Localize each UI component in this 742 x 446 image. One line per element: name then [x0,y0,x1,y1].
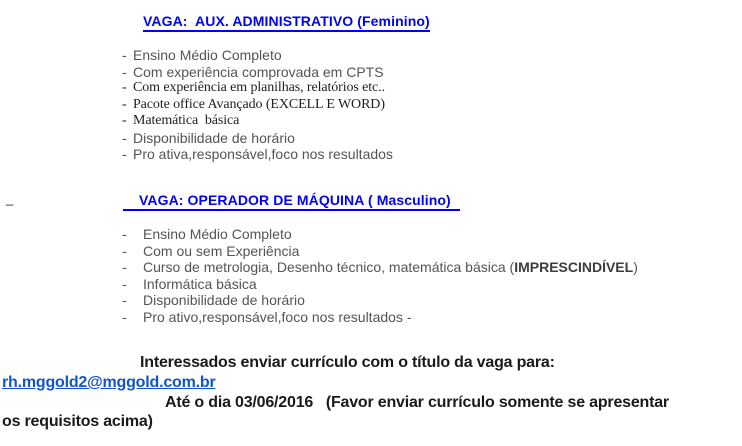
item-text: Com experiência em planilhas, relatórios etc.. [133,80,385,95]
item-text: Disponibilidade de horário [133,129,295,146]
item-dash: - [122,47,127,63]
list-item [122,226,638,243]
vacancy-2-title: VAGA: OPERADOR DE MÁQUINA ( Masculino) [123,192,460,211]
item-dash: - [122,308,127,325]
list-item [122,130,393,147]
item-text: Pro ativa,responsável,foco nos resultados [133,146,393,162]
item-text [143,259,638,276]
vacancy-1-title-row [143,13,430,32]
item-text: Informática básica [143,275,257,292]
item-text: Com ou sem Experiência [143,242,300,259]
item-dash: - [122,63,127,80]
email-link[interactable]: rh.mggold2@mggold.com.br [2,374,216,391]
list-item [122,259,638,276]
vacancy-2-requirements-list [122,226,638,325]
list-item [122,146,393,163]
list-item [122,113,393,130]
list-item [122,309,638,326]
item-dash: - [122,80,127,95]
list-item [122,276,638,293]
item-dash: - [122,113,127,128]
list-item [122,292,638,309]
deadline-continued-line: os requisitos acima) [2,413,153,430]
list-item [122,97,393,114]
item-dash: - [122,292,127,308]
item-dash: - [122,275,127,292]
item-dash: - [122,129,127,146]
item-text: Pacote office Avançado (EXCELL E WORD) [133,96,385,112]
item-text: Disponibilidade de horário [143,292,305,308]
item-text: Ensino Médio Completo [133,47,282,63]
item-dash: - [122,259,127,275]
list-item [122,64,393,81]
list-item [122,80,393,97]
list-item [122,243,638,260]
item-text: Matemática básica [133,113,240,128]
vacancy-2-title-row [123,192,460,211]
item-dash: - [122,96,127,112]
item-dash: - [122,242,127,259]
deadline-line: Até o dia 03/06/2016 (Favor enviar currículo somente se apresentar [165,394,669,411]
item-dash: - [122,226,127,242]
item-text: Pro ativo,responsável,foco nos resultados - [143,308,412,325]
vacancy-1-requirements-list [122,47,393,163]
item-text-pre: Curso de metrologia, Desenho técnico, matemática básica ( [143,259,515,275]
margin-mark: _ [6,191,14,206]
item-text: Com experiência comprovada em CPTS [133,63,384,80]
item-text-post: ) [633,259,638,275]
vacancy-1-title: VAGA: AUX. ADMINISTRATIVO (Feminino) [143,13,430,32]
item-dash: - [122,146,127,162]
apply-instructions-line: Interessados enviar currículo com o título da vaga para: [140,354,555,371]
list-item [122,47,393,64]
item-text: Ensino Médio Completo [143,226,292,242]
item-text-emphasis: IMPRESCINDÍVEL [514,259,634,275]
